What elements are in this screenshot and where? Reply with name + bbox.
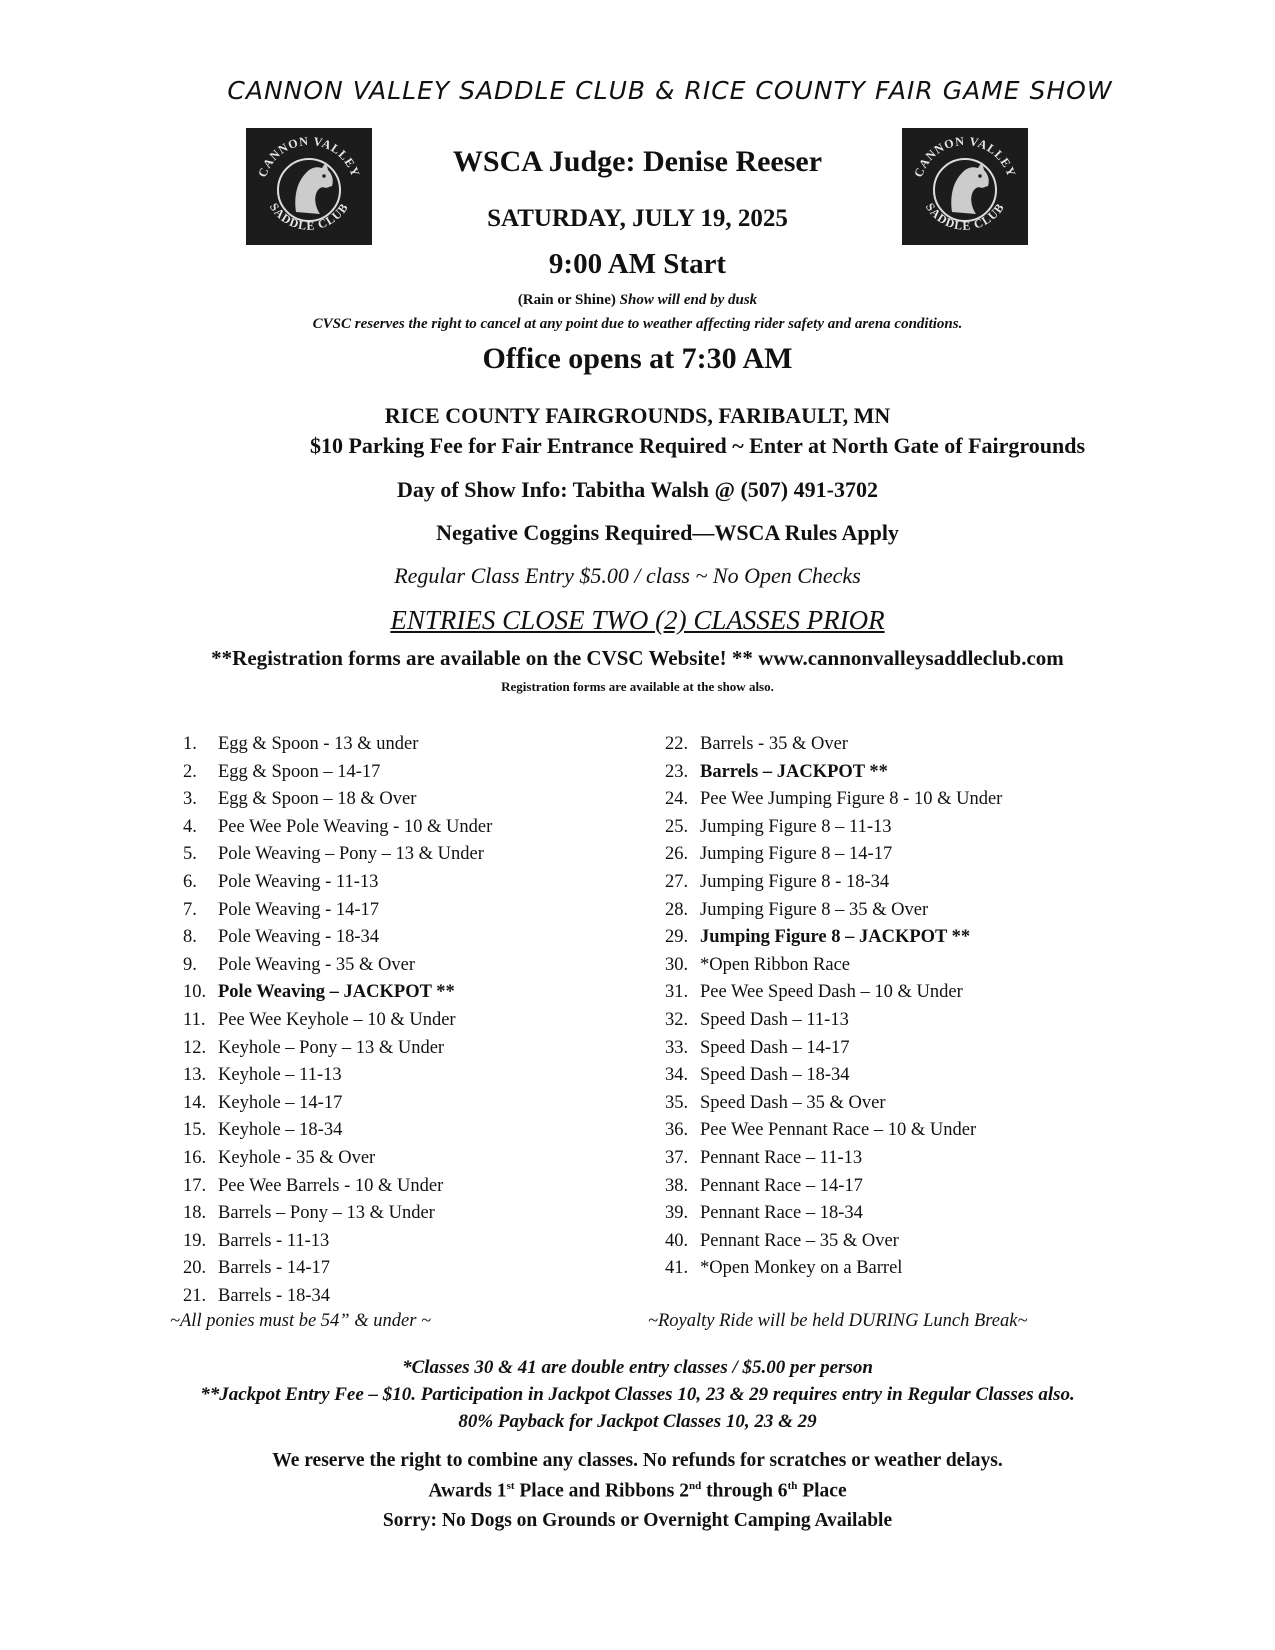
awards-line: Awards 1st Place and Ribbons 2nd through 6th Place — [428, 1480, 847, 1502]
class-number: 15. — [183, 1120, 207, 1141]
class-label: *Open Monkey on a Barrel — [700, 1258, 903, 1279]
class-number: 1. — [183, 734, 197, 754]
class-label: Pee Wee Keyhole – 10 & Under — [218, 1009, 456, 1030]
class-item — [183, 979, 603, 1007]
class-item — [183, 869, 603, 897]
footnote-payback: 80% Payback for Jackpot Classes 10, 23 & 29 — [458, 1411, 817, 1432]
class-label: Keyhole – 18-34 — [218, 1120, 343, 1141]
class-number: 35. — [665, 1092, 689, 1113]
class-label: Speed Dash – 14-17 — [700, 1037, 850, 1058]
class-item — [183, 1255, 603, 1283]
class-label: Pennant Race – 14-17 — [700, 1175, 863, 1196]
class-item — [183, 731, 603, 759]
class-item — [665, 1145, 1125, 1173]
ponies-note: ~All ponies must be 54” & under ~ — [170, 1311, 432, 1331]
class-item — [183, 841, 603, 869]
footnote-jackpot: **Jackpot Entry Fee – $10. Participation in Jackpot Classes 10, 23 & 29 requires entry in Regular Classes also. — [200, 1384, 1075, 1405]
class-number: 20. — [183, 1258, 207, 1279]
class-item — [665, 924, 1125, 952]
class-item — [665, 841, 1125, 869]
cancel-note: CVSC reserves the right to cancel at any point due to weather affecting rider safety and arena conditions. — [312, 316, 963, 332]
class-number: 21. — [183, 1285, 207, 1306]
class-number: 41. — [665, 1258, 689, 1279]
class-label: Pennant Race – 35 & Over — [700, 1230, 899, 1251]
class-number: 39. — [665, 1203, 689, 1224]
class-label: Pee Wee Barrels - 10 & Under — [218, 1175, 444, 1196]
class-item — [665, 897, 1125, 925]
class-label: Barrels - 35 & Over — [700, 734, 848, 754]
class-number: 24. — [665, 789, 689, 810]
class-label: Keyhole – Pony – 13 & Under — [218, 1037, 445, 1058]
class-item — [183, 1117, 603, 1145]
class-number: 14. — [183, 1092, 207, 1113]
class-label: Pole Weaving - 35 & Over — [218, 954, 416, 975]
class-label: Jumping Figure 8 – 14-17 — [700, 844, 893, 865]
rain-note — [0, 292, 1275, 309]
class-number: 27. — [665, 871, 689, 892]
class-number: 13. — [183, 1065, 207, 1086]
coggins-rule: Negative Coggins Required—WSCA Rules Apply — [436, 520, 899, 545]
class-number: 30. — [665, 954, 689, 975]
class-number: 26. — [665, 844, 689, 865]
event-banner: CANNON VALLEY SADDLE CLUB & RICE COUNTY FAIR GAME SHOW — [227, 76, 1113, 105]
class-number: 11. — [183, 1009, 206, 1030]
class-label: Pole Weaving – JACKPOT ** — [218, 982, 455, 1003]
class-number: 12. — [183, 1037, 207, 1058]
class-label: Pole Weaving - 11-13 — [218, 871, 379, 892]
class-label: Barrels - 18-34 — [218, 1285, 330, 1306]
class-number: 5. — [183, 844, 197, 865]
class-number: 34. — [665, 1065, 689, 1086]
class-item — [183, 1007, 603, 1035]
svg-text:CANNON VALLEY: CANNON VALLEY — [255, 133, 363, 180]
svg-text:SADDLE CLUB: SADDLE CLUB — [266, 200, 352, 233]
start-time: 9:00 AM Start — [548, 248, 727, 280]
class-label: Pennant Race – 18-34 — [700, 1203, 863, 1224]
no-dogs-notice: Sorry: No Dogs on Grounds or Overnight Camping Available — [382, 1510, 893, 1531]
class-number: 33. — [665, 1037, 689, 1058]
class-label: Egg & Spoon – 14-17 — [218, 761, 381, 782]
show-date: SATURDAY, JULY 19, 2025 — [487, 205, 788, 232]
class-number: 10. — [183, 982, 207, 1003]
class-item — [665, 814, 1125, 842]
class-item — [665, 1090, 1125, 1118]
class-item — [665, 759, 1125, 787]
contact-info: Day of Show Info: Tabitha Walsh @ (507) 491-3702 — [397, 477, 878, 502]
class-item — [665, 869, 1125, 897]
registration-note: Registration forms are available at the show also. — [501, 679, 774, 694]
class-label: Egg & Spoon – 18 & Over — [218, 789, 417, 810]
class-number: 9. — [183, 954, 197, 975]
class-label: Pennant Race – 11-13 — [700, 1147, 863, 1168]
class-item — [665, 1255, 1125, 1283]
class-number: 16. — [183, 1147, 207, 1168]
rain-suffix: Show will end by dusk — [619, 292, 758, 308]
class-item — [665, 1117, 1125, 1145]
class-number: 37. — [665, 1147, 689, 1168]
class-item — [665, 1062, 1125, 1090]
class-item — [183, 1173, 603, 1201]
class-label: Keyhole – 11-13 — [218, 1065, 342, 1086]
class-number: 31. — [665, 982, 689, 1003]
class-number: 4. — [183, 816, 197, 837]
class-label: Speed Dash – 11-13 — [700, 1009, 849, 1030]
class-number: 6. — [183, 871, 197, 892]
class-number: 40. — [665, 1230, 689, 1251]
class-item — [183, 924, 603, 952]
class-number: 3. — [183, 789, 197, 810]
class-label: Jumping Figure 8 – JACKPOT ** — [700, 927, 971, 948]
class-number: 23. — [665, 761, 689, 782]
class-item — [665, 731, 1125, 759]
class-label: Barrels - 14-17 — [218, 1258, 330, 1279]
class-item — [665, 786, 1125, 814]
location: RICE COUNTY FAIRGROUNDS, FARIBAULT, MN — [384, 403, 891, 428]
entry-fee: Regular Class Entry $5.00 / class ~ No Open Checks — [394, 563, 861, 588]
parking-info: $10 Parking Fee for Fair Entrance Required ~ Enter at North Gate of Fairgrounds — [309, 433, 1086, 458]
class-number: 28. — [665, 899, 689, 920]
class-item — [665, 1200, 1125, 1228]
class-label: Keyhole – 14-17 — [218, 1092, 343, 1113]
class-number: 7. — [183, 899, 197, 920]
svg-text:CANNON VALLEY: CANNON VALLEY — [911, 133, 1019, 180]
class-item — [183, 786, 603, 814]
rain-prefix: (Rain or Shine) — [517, 292, 616, 308]
class-label: Barrels – JACKPOT ** — [700, 761, 888, 782]
class-item — [183, 1145, 603, 1173]
registration-website: **Registration forms are available on the CVSC Website! ** www.cannonvalleysaddleclub.com — [211, 646, 1064, 670]
class-label: Keyhole - 35 & Over — [218, 1147, 376, 1168]
svg-text:SADDLE CLUB: SADDLE CLUB — [922, 200, 1008, 233]
class-label: Speed Dash – 18-34 — [700, 1065, 850, 1086]
class-label: Pole Weaving – Pony – 13 & Under — [218, 844, 484, 865]
class-item — [665, 1007, 1125, 1035]
judge-heading: WSCA Judge: Denise Reeser — [452, 145, 823, 178]
class-number: 32. — [665, 1009, 689, 1030]
class-label: Jumping Figure 8 – 35 & Over — [700, 899, 929, 920]
class-item — [665, 1228, 1125, 1256]
royalty-note: ~Royalty Ride will be held DURING Lunch Break~ — [648, 1311, 1028, 1331]
rules-combine: We reserve the right to combine any classes. No refunds for scratches or weather delays. — [272, 1450, 1003, 1471]
class-item — [183, 1090, 603, 1118]
class-number: 17. — [183, 1175, 207, 1196]
class-label: Jumping Figure 8 – 11-13 — [700, 816, 892, 837]
class-item — [665, 979, 1125, 1007]
class-item — [665, 952, 1125, 980]
class-label: Pee Wee Pole Weaving - 10 & Under — [218, 816, 493, 837]
class-number: 29. — [665, 927, 689, 948]
class-list-left — [183, 731, 603, 1310]
office-hours: Office opens at 7:30 AM — [482, 342, 793, 375]
footnote-double-entry: *Classes 30 & 41 are double entry classes / $5.00 per person — [402, 1357, 873, 1378]
class-number: 38. — [665, 1175, 689, 1196]
entries-close: ENTRIES CLOSE TWO (2) CLASSES PRIOR — [390, 605, 885, 635]
class-item — [665, 1035, 1125, 1063]
class-number: 8. — [183, 927, 197, 948]
class-item — [183, 1200, 603, 1228]
class-label: Pee Wee Pennant Race – 10 & Under — [700, 1120, 977, 1141]
class-item — [183, 1283, 603, 1311]
class-item — [183, 1035, 603, 1063]
class-label: Barrels – Pony – 13 & Under — [218, 1203, 435, 1224]
class-number: 19. — [183, 1230, 207, 1251]
class-number: 2. — [183, 761, 197, 782]
class-item — [183, 897, 603, 925]
class-label: Pee Wee Speed Dash – 10 & Under — [700, 982, 963, 1003]
class-label: Jumping Figure 8 - 18-34 — [700, 871, 890, 892]
class-item — [183, 1228, 603, 1256]
class-label: *Open Ribbon Race — [700, 954, 851, 975]
class-number: 25. — [665, 816, 689, 837]
class-label: Pole Weaving - 14-17 — [218, 899, 380, 920]
class-item — [183, 1062, 603, 1090]
class-number: 18. — [183, 1203, 207, 1224]
class-label: Barrels - 11-13 — [218, 1230, 330, 1251]
class-label: Egg & Spoon - 13 & under — [218, 734, 419, 754]
class-item — [183, 814, 603, 842]
class-item — [183, 952, 603, 980]
class-number: 36. — [665, 1120, 689, 1141]
class-label: Speed Dash – 35 & Over — [700, 1092, 886, 1113]
class-item — [665, 1173, 1125, 1201]
class-list-right — [665, 731, 1125, 1283]
class-label: Pole Weaving - 18-34 — [218, 927, 380, 948]
class-number: 22. — [665, 734, 689, 754]
class-item — [183, 759, 603, 787]
class-label: Pee Wee Jumping Figure 8 - 10 & Under — [700, 789, 1003, 810]
